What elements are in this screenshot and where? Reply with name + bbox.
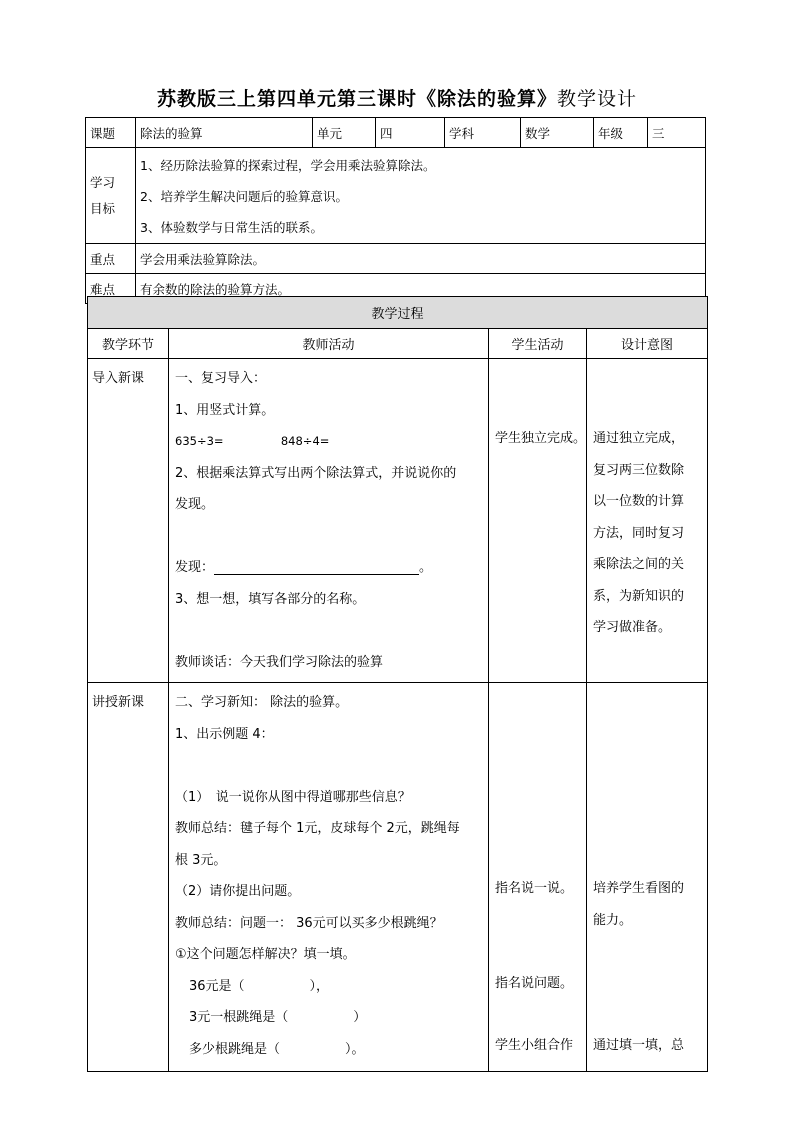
lesson-info-table: [85, 117, 706, 304]
goal-item: 3、体验数学与日常生活的联系。: [140, 220, 323, 235]
intent-line: 学习做准备。: [593, 620, 672, 635]
goal-item: 1、经历除法验算的探索过程，学会用乘法验算除法。: [140, 158, 436, 173]
new-line: （2）请你提出问题。: [175, 884, 301, 899]
difficulty-value: 有余数的除法的验算方法。: [136, 274, 706, 304]
goals-list: [136, 148, 706, 244]
intent-line: 以一位数的计算: [593, 494, 685, 509]
new-line: （1） 说一说你从图中得道哪那些信息？: [175, 789, 411, 805]
grade-label: 年级: [594, 118, 648, 148]
intent-line: 乘除法之间的关: [593, 557, 685, 572]
subject-label: 学科: [445, 118, 521, 148]
calc-line: [175, 426, 482, 458]
new-line: 教师总结：毽子每个 1元，皮球每个 2元，跳绳每: [175, 821, 460, 836]
student-activity-new: [489, 683, 587, 1072]
grade-value: 三: [648, 118, 706, 148]
new-line: 根 3元。: [175, 852, 227, 868]
intent-line: 培养学生看图的: [593, 881, 685, 896]
unit-value: 四: [376, 118, 445, 148]
intro-line: 发现。: [175, 497, 215, 512]
intent-line: 系，为新知识的: [593, 588, 685, 604]
key-point-row: [86, 244, 706, 274]
col-intent-header: 设计意图: [587, 329, 708, 359]
teaching-process-table: [87, 296, 708, 1072]
goals-label-line1: 学习: [90, 174, 116, 190]
column-header-row: [88, 329, 708, 359]
goals-label-line2: 目标: [90, 200, 116, 216]
col-student-header: 学生活动: [489, 329, 587, 359]
design-intent-new: [587, 683, 708, 1072]
title-tail: 教学设计: [557, 88, 638, 110]
topic-label: 课题: [86, 118, 136, 148]
calc-expression: 848÷4=: [280, 434, 330, 448]
unit-label: 单元: [313, 118, 376, 148]
stage-intro: 导入新课: [88, 359, 169, 683]
title-main: 苏教版三上第四单元第三课时《除法的验算》: [156, 88, 557, 110]
new-line: 1、出示例题 4：: [175, 726, 274, 742]
teacher-activity-intro: [169, 359, 489, 683]
section-intro-row: [88, 359, 708, 683]
intro-line: 教师谈话：今天我们学习除法的验算: [175, 654, 384, 670]
intent-line: 通过独立完成，: [593, 431, 685, 446]
subject-value: 数学: [521, 118, 594, 148]
topic-value: 除法的验算: [136, 118, 313, 148]
intro-line: 3、想一想，填写各部分的名称。: [175, 591, 366, 607]
intent-line: 方法，同时复习: [593, 525, 685, 541]
document-title: [0, 84, 794, 111]
intent-line: 能力。: [593, 912, 633, 928]
section-new-knowledge-row: [88, 683, 708, 1072]
found-label: 发现：: [175, 560, 215, 575]
fill-line: 3元一根跳绳是（ ）: [189, 1010, 367, 1025]
col-stage-header: 教学环节: [88, 329, 169, 359]
teacher-activity-new: [169, 683, 489, 1072]
intro-line: 1、用竖式计算。: [175, 402, 275, 418]
new-line: 教师总结：问题一： 36元可以买多少根跳绳？: [175, 915, 443, 931]
fill-line: 36元是（ ），: [189, 978, 330, 994]
key-point-label: 重点: [86, 244, 136, 274]
topic-row: [86, 118, 706, 148]
goals-label: [86, 148, 136, 244]
student-text: 指名说问题。: [495, 975, 574, 991]
student-text: 学生独立完成。: [495, 431, 587, 446]
fill-line: 多少根跳绳是（ ）。: [189, 1041, 365, 1057]
new-line: ①这个问题怎样解决？填一填。: [175, 947, 356, 962]
process-header: 教学过程: [88, 297, 708, 329]
intro-line: 一、复习导入：: [175, 371, 267, 386]
intent-line: 复习两三位数除: [593, 462, 685, 478]
stage-new-knowledge: 讲授新课: [88, 683, 169, 1072]
difficulty-label: 难点: [86, 274, 136, 304]
goals-row: [86, 148, 706, 244]
key-point-value: 学会用乘法验算除法。: [136, 244, 706, 274]
intro-line: 2、根据乘法算式写出两个除法算式，并说说你的: [175, 465, 457, 481]
new-line: 二、学习新知： 除法的验算。: [175, 695, 349, 710]
intent-line: 通过填一填，总: [593, 1038, 685, 1053]
student-text: 指名说一说。: [495, 881, 574, 896]
found-end: 。: [419, 560, 433, 575]
found-blank: [214, 560, 419, 575]
design-intent-intro: [587, 359, 708, 683]
goal-item: 2、培养学生解决问题后的验算意识。: [140, 189, 348, 204]
col-teacher-header: 教师活动: [169, 329, 489, 359]
found-line: [175, 552, 482, 584]
student-text: 学生小组合作: [495, 1038, 574, 1053]
student-activity-intro: [489, 359, 587, 683]
calc-expression: 635÷3=: [175, 434, 224, 448]
